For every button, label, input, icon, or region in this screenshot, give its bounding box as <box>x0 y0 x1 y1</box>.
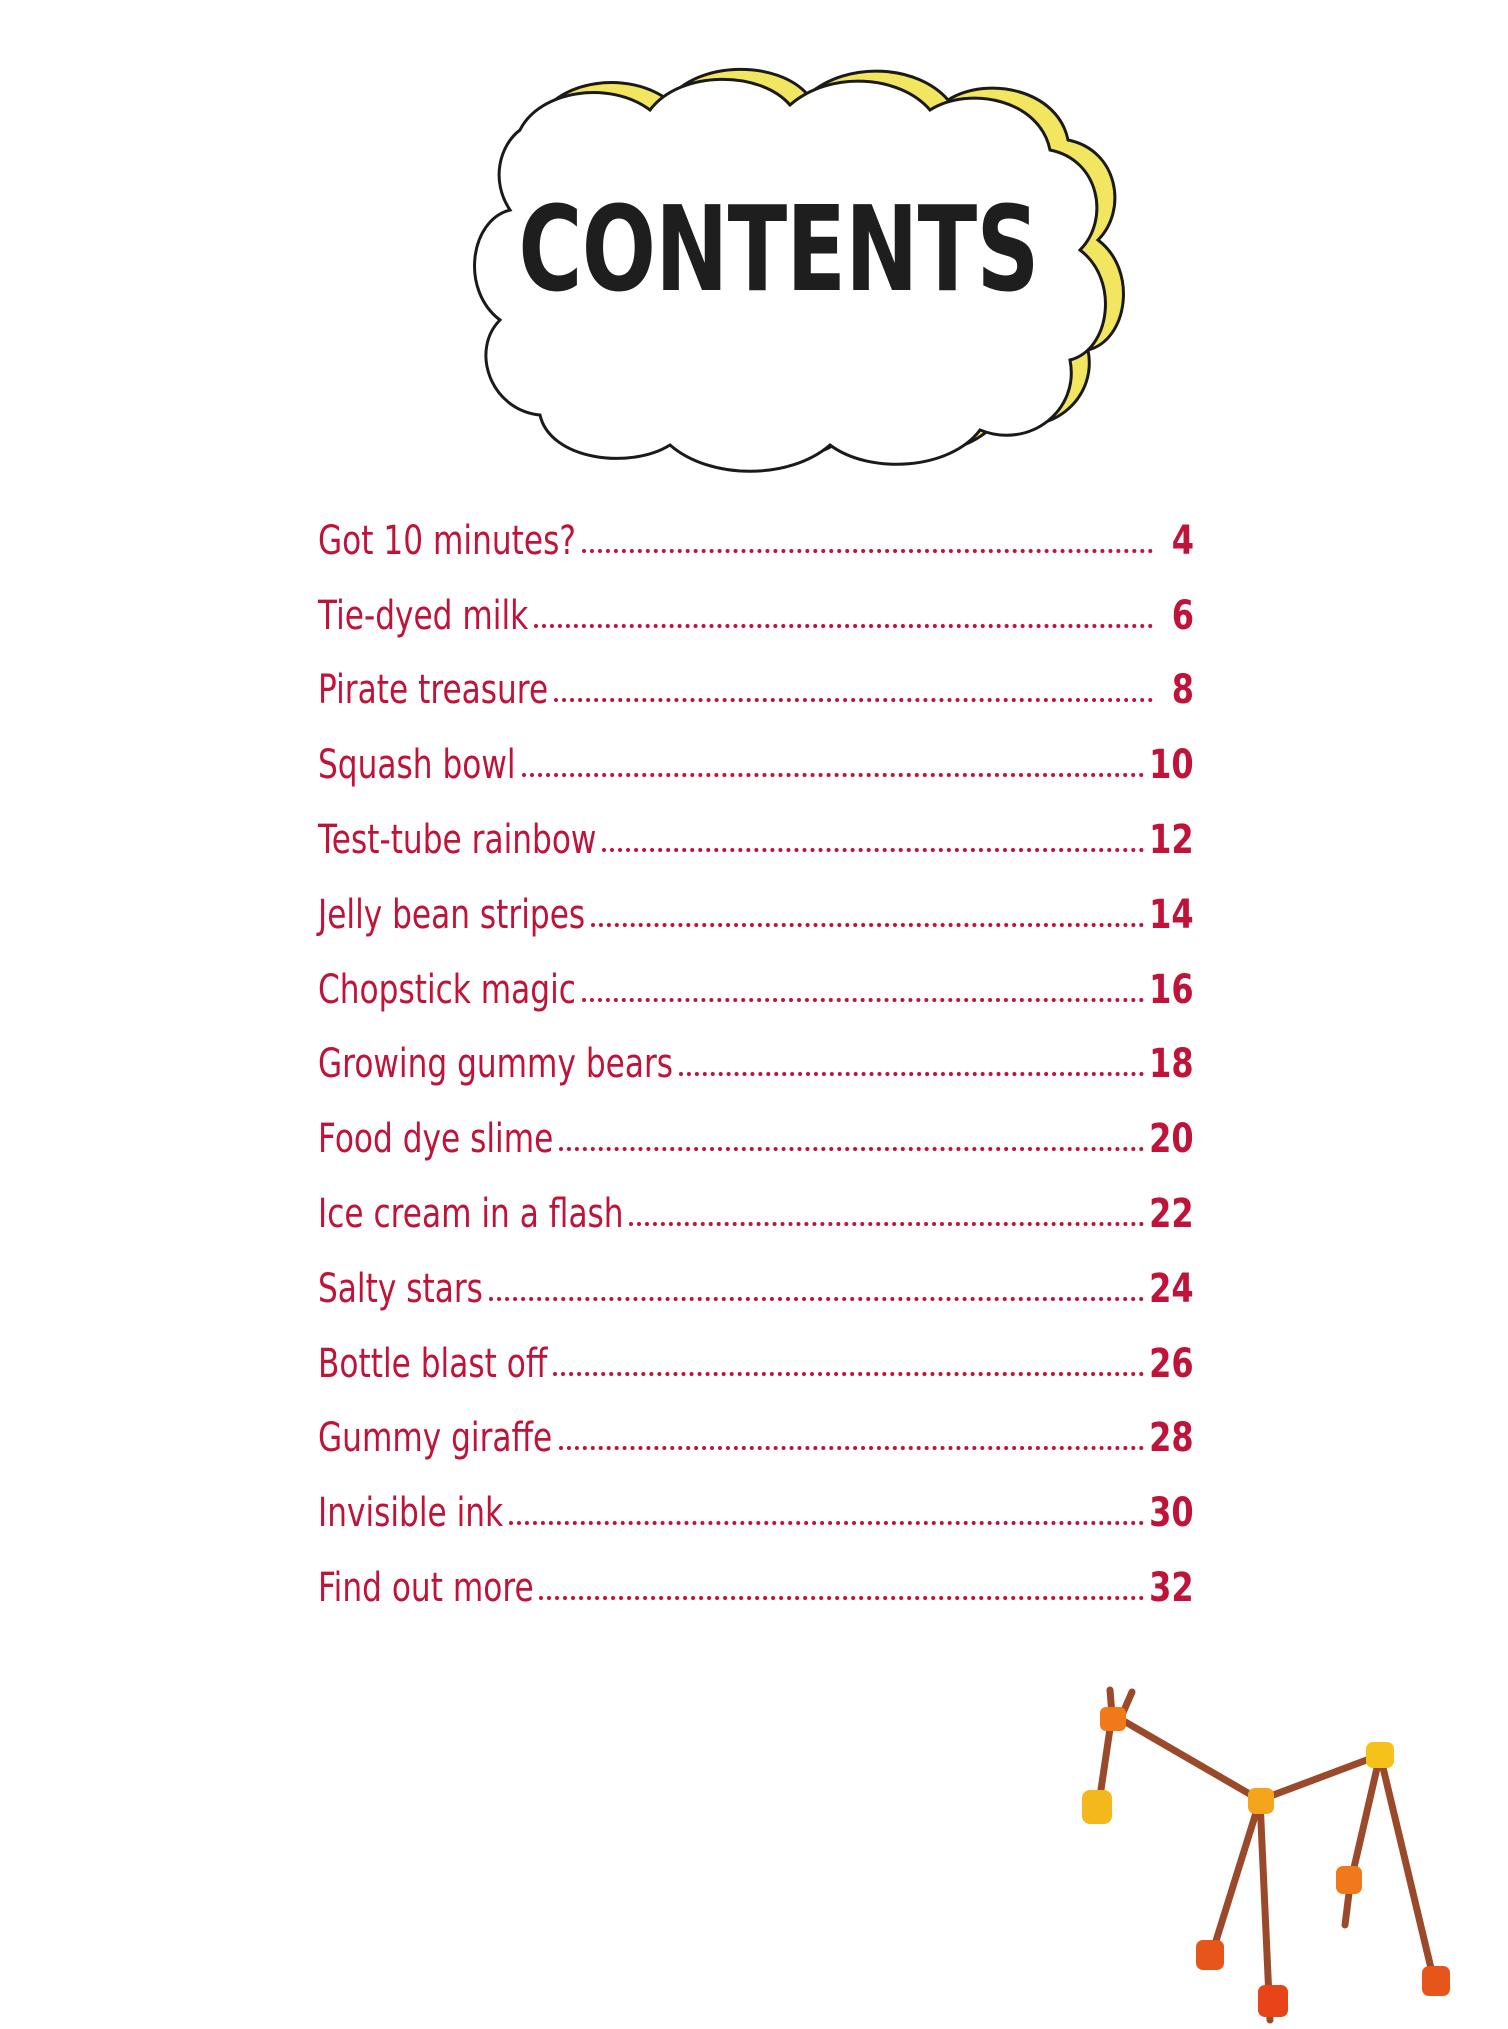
toc-entry <box>318 1159 1194 1237</box>
toc-entry-title: Invisible ink <box>318 1490 504 1537</box>
toc-entry <box>318 1010 1194 1088</box>
toc-entry-page: 8 <box>1171 667 1194 714</box>
toc-entry <box>318 860 1194 938</box>
toc-entry-page: 18 <box>1149 1041 1194 1088</box>
toc-entry <box>318 1234 1194 1312</box>
toc-dot-leader <box>629 1222 1143 1226</box>
toc-entry <box>318 1384 1194 1462</box>
toc-dot-leader <box>582 998 1144 1002</box>
toc-entry-page: 4 <box>1171 517 1194 564</box>
toc-entry <box>318 935 1194 1013</box>
toc-dot-leader <box>559 1446 1144 1450</box>
toc-dot-leader <box>509 1521 1143 1525</box>
toc-entry-title: Test-tube rainbow <box>318 816 597 863</box>
toc-entry <box>318 1458 1194 1537</box>
toc-entry <box>318 486 1194 564</box>
pretzel-sticks <box>1098 1690 1435 2020</box>
toc-entry-page: 16 <box>1149 966 1194 1013</box>
toc-dot-leader <box>534 624 1153 628</box>
toc-entry-page: 22 <box>1149 1190 1194 1237</box>
toc-dot-leader <box>554 698 1153 702</box>
toc-entry <box>318 1084 1194 1163</box>
toc-entry-page: 12 <box>1149 816 1194 863</box>
toc-dot-leader <box>489 1297 1143 1301</box>
toc-entry-title: Bottle blast off <box>318 1340 548 1387</box>
toc-entry-page: 30 <box>1149 1490 1194 1537</box>
toc-entry-page: 32 <box>1149 1564 1194 1611</box>
toc-dot-leader <box>539 1596 1144 1600</box>
toc-entry-title: Ice cream in a flash <box>318 1190 624 1237</box>
toc-entry-title: Growing gummy bears <box>318 1041 674 1088</box>
toc-entry <box>318 636 1194 714</box>
toc-entry-page: 28 <box>1149 1415 1194 1462</box>
toc-entry-title: Tie-dyed milk <box>318 592 529 639</box>
toc-entry-title: Find out more <box>318 1564 534 1611</box>
toc-entry-page: 6 <box>1171 592 1194 639</box>
toc-entry-title: Squash bowl <box>318 742 516 789</box>
toc-dot-leader <box>522 773 1144 777</box>
toc-entry <box>318 710 1194 789</box>
toc-entry-title: Salty stars <box>318 1265 483 1312</box>
toc-entry <box>318 561 1194 639</box>
toc-entry-page: 20 <box>1149 1116 1194 1163</box>
toc-entry-page: 24 <box>1149 1265 1194 1312</box>
gummy-giraffe-icon <box>1060 1660 1508 2029</box>
toc-dot-leader <box>582 549 1153 553</box>
toc-entry-title: Gummy giraffe <box>318 1415 553 1462</box>
toc-dot-leader <box>591 923 1144 927</box>
toc-entry <box>318 1309 1194 1387</box>
toc-dot-leader <box>559 1147 1144 1151</box>
toc-dot-leader <box>679 1072 1144 1076</box>
toc-dot-leader <box>602 848 1143 852</box>
toc-entry-title: Chopstick magic <box>318 966 576 1013</box>
toc-entry-page: 10 <box>1149 742 1194 789</box>
toc-entry <box>318 1533 1194 1611</box>
table-of-contents <box>318 486 1194 1611</box>
toc-entry-title: Pirate treasure <box>318 667 549 714</box>
toc-entry-title: Jelly bean stripes <box>318 891 586 938</box>
toc-dot-leader <box>553 1372 1143 1376</box>
toc-entry-page: 14 <box>1149 891 1194 938</box>
toc-entry-page: 26 <box>1149 1340 1194 1387</box>
toc-entry-title: Got 10 minutes? <box>318 517 576 564</box>
toc-entry <box>318 785 1194 863</box>
page-title: CONTENTS <box>518 180 1039 318</box>
toc-entry-title: Food dye slime <box>318 1116 554 1163</box>
